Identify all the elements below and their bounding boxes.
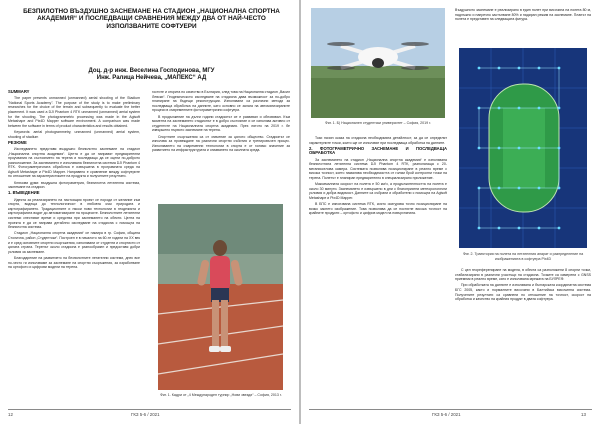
intro-paragraph-1: Идеята за реализирането на настоящия проект се породи от желание към спорта, водеща до технологичност в любовта към природата и картографирането. Традиционните и някои нови технологии в геодезията и картографията водят до автоматизиране на процесите. Безпилотните летателни системи спестяват време и средства при заснемането на обекти. Целта на проекта е да се направи детайлно изследване на стадиона с помощта на безпилотна система. (8, 197, 140, 230)
summary-heading: SUMMARY (8, 90, 30, 94)
keywords-bg: Ключови думи: въздушна фотограметрия, безпилотна летателна система, заснемане на стадион. (8, 180, 140, 190)
page-number-left: 12 (8, 412, 13, 417)
col2-paragraph-3: Спортните съоръжения са от значение за цялото общество. Стадионът се използва за провеждане на различни спортни събития и тренировъчен процес. Използването на съвременни технологии в спорта е от голямо значение за развитието на инфраструктурата и опазването на околната среда. (152, 134, 290, 153)
drone-illustration (311, 8, 445, 118)
intro-paragraph-3: Благодарение на развитието на безпилотните летателни системи, днес все по-често ги използваме за заснемане на спортни съоръжения, за изработване на ортофото и цифрови модели на терена. (8, 255, 140, 270)
trajectory-illustration (459, 48, 587, 248)
rezume-heading: РЕЗЮМЕ (8, 139, 27, 145)
footer-rule (8, 409, 291, 410)
journal-footer-left: ГКЗ 5-6 / 2021 (131, 412, 160, 417)
article-title: БЕЗПИЛОТНО ВЪЗДУШНО ЗАСНЕМАНЕ НА СТАДИОН „НАЦИОНАЛНА СПОРТНА АКАДЕМИЯ“ И ПОСЛЕДВАЩИ СРАВНЕНИЯ МЕЖДУ ДВА ОТ НАЙ-ЧЕСТО ИЗПОЛЗВАНИТЕ СОФТУЕРИ (23, 8, 280, 30)
section-2-paragraph-3: В БПС е използвана система RTK, която осигурява точно позициониране на всяко заснето изображение. Това позволява да се постигне висока точност на крайните продукти – ортофото и цифров модел на повърхнината. (309, 202, 447, 216)
article-authors (14, 68, 289, 82)
intro-heading: 1. ВЪВЕДЕНИЕ (8, 190, 40, 196)
col4-paragraph-2: При обработката на данните е използвана и българската координатна система БГС 2005, както и нормалните височини в Балтийска височинна система. Получените резултати са сравнени по отношение на точност, скорост на обработка и качество на крайния продукт в двата софтуера. (455, 283, 591, 302)
right-column-1 (309, 136, 447, 406)
section-2-paragraph-1: За заснемането на стадион „Национална спортна академия“ е използвана безпилотната летателна система DJI Phantom 4 RTK, разполагаща с 20-мегапикселова камера. Системата позволява позициониране в реално време с висока точност, което намалява необходимостта от голям брой контролни точки на терена. Полетът е планиран предварително в специализирано приложение. (309, 157, 447, 180)
left-column-2 (152, 90, 290, 198)
keywords-en: Keywords: aerial photogrammetry, unmanned (unmanned) aerial system, shooting of stadium (8, 129, 140, 139)
mid-text: Този начин оказа на стадиона необходимата детайлност, за да се определят характерните точки, които ще се използват при последваща обработка на данните. (309, 136, 447, 145)
col2-paragraph-1: гостите и открита по качество в България, след това на Национална стадион „Васил Левски“. Геодезическото изследване на стадиона дава възможност за по-добро планиране на бъдещи реконструкции. Използвани са различни методи за последваща обработка на данните, като основно се залага на автоматизираните процеси в съвременните фотограметрични софтуери. (152, 90, 290, 113)
fig1-caption: Фиг. 1. Кадри от „4 Международен турнир „Нови звезди“ – София, 2013 г. (160, 393, 282, 397)
journal-footer-right: ГКЗ 5-6 / 2021 (432, 412, 461, 417)
flight-trajectory-map (459, 48, 587, 248)
summary-text: The paper presents unmanned (unmanned) aerial shooting of the Stadium "National Sports Academy". The purpose of the study is to make preliminary researches for the choice of the terrain and subsequently to evaluate the better placement. It was used a DJI Phantom 4 RTK unmanned (unmanned) aerial system for the shooting. The photogrammetric processing was made in the Agisoft Metashape and Pix4D Mapper software environment. A comparison was made between the software in terms of product characteristics and results obtained. (8, 96, 140, 128)
col4-paragraph-1: С цел геореферениране на модела, в обекта са разположени 8 опорни точки, стабилизирани в различни участъци на стадиона. Точките са измерени с GNSS приемник в реално време, като е използвана мрежата на БУЛРЕФ. (455, 268, 591, 282)
intro-paragraph-2: Стадион „Национална спортна академия“ се намира в гр. София, община Столична, район „Студентски“. Построен е в началото на 60-те години на XX век и е сред основните спортни съоръжения, използвани от студенти и спортисти от цялата страна. Теренът около стадиона е разнообразен и предоставя добри условия за заснемане. (8, 231, 140, 254)
author-line-2: Инж. Ралица Нейчева, „МАПЕКС“ АД (96, 75, 207, 81)
fig-drone-caption: Фиг. 1. Б) Национален студентски университет – София, 2019 г. (324, 121, 432, 125)
fig2-caption: Фиг. 2. Траектория на полета на летателния апарат и разпределение на изображенията в софтуера Pix4D (462, 252, 584, 261)
section-2-paragraph-2: Максималната скорост на полета е 50 км/ч, а продължителността на полета е около 30 минути. Заснемането е извършено в дни с благоприятни метеорологични условия и добра видимост. Данните са събрани и обработени с помощта на Agisoft Metashape и Pix4D Mapper. (309, 182, 447, 200)
left-column-1 (8, 90, 140, 408)
footer-rule-right (309, 409, 592, 410)
rezume-text: Изследването представя въздушно безпилотно заснемане на стадион „Национална спортна академия“. Целта е да се направят предварителни проучвания на състоянието на терена и последващо да се оцени по-доброто разположение. За заснемането е използвана безпилотна система DJI Phantom 4 RTK. Фотограметричната обработка е извършена в програмната среда на Agisoft Metashape и Pix4D Mapper. Направено е сравнение между софтуерите по отношение на характеристиките на продукта и получените резултати. (8, 146, 140, 179)
right-column-2-bottom (455, 268, 591, 406)
section-2-heading: 2. ФОТОГРАМЕТРИЧНО ЗАСНЕМАНЕ И ПОСЛЕДВАЩА ОБРАБОТКА (309, 145, 447, 156)
page-number-right: 13 (581, 412, 586, 417)
athlete-photo (158, 204, 283, 390)
col2-paragraph-2: В продължение на дълги години стадионът се е развивал и обновявал. Към момента на заснемането стадионът е в добро състояние и се използва активно от студентите на Националната спортна академия. През лятото на 2019 г. бе извършено първото заснемане на терена. (152, 114, 290, 133)
drone-photo (311, 8, 445, 118)
athlete-photo-illustration (158, 204, 283, 390)
right-column-2-top (455, 8, 591, 44)
left-page (0, 0, 299, 424)
right-page (301, 0, 600, 424)
author-line-1: Доц. д-р инж. Веселина Господинова, МГУ (88, 68, 215, 74)
top-text: Въздушното заснемане е реализирано в един полет при височина на полета 80 м, надлъжно и напречно застъпване 80% и надиран режим на заснемане. Планът на полета е представен на следващата фигура. (455, 8, 591, 22)
